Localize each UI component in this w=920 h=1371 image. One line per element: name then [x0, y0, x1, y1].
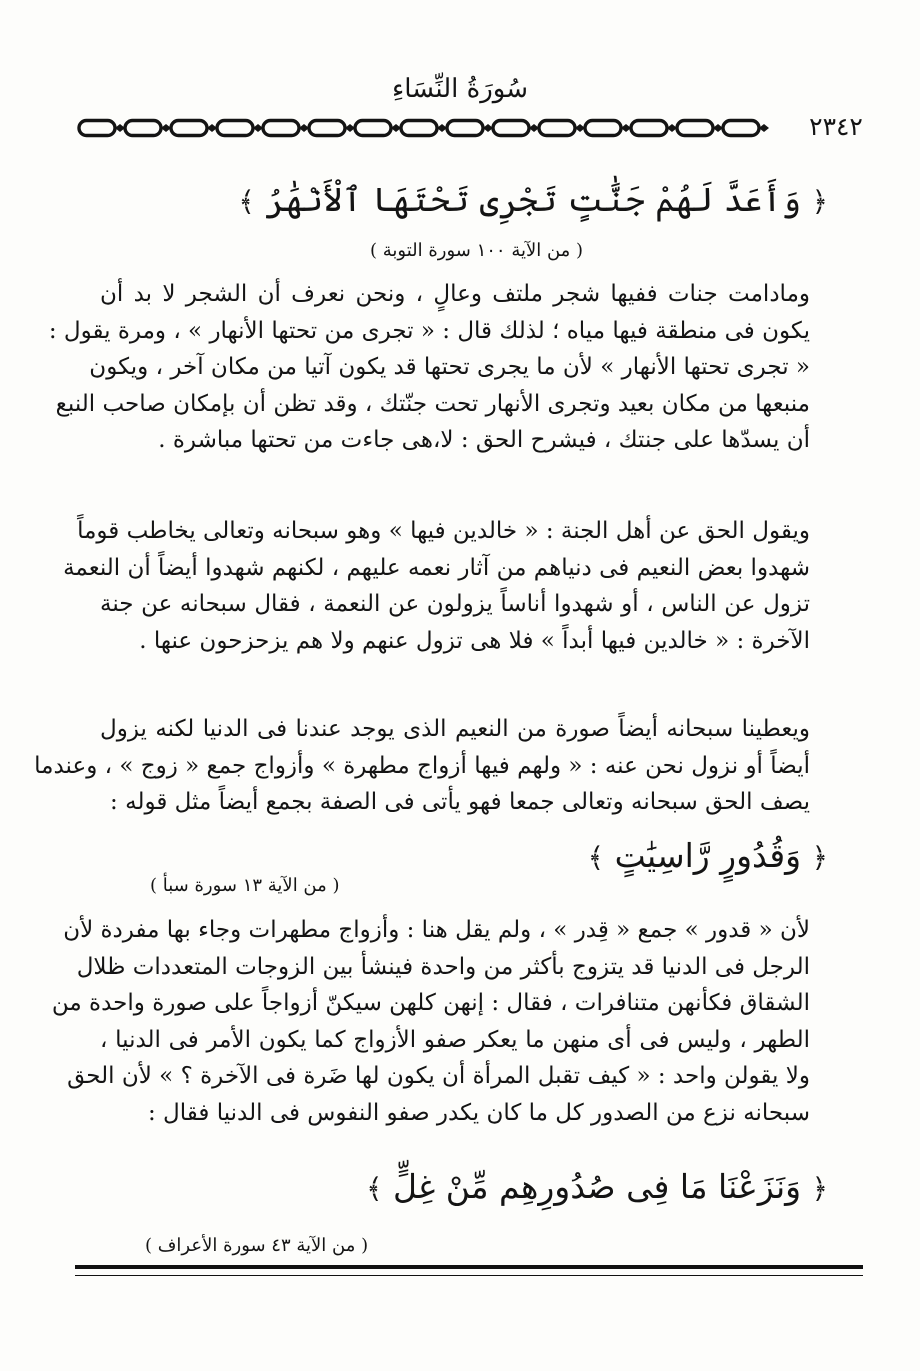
chain-link	[447, 121, 483, 136]
paragraph-1	[48, 276, 810, 459]
paragraph-2	[63, 513, 810, 659]
text-line: « تجرى تحتها الأنهار » لأن ما يجرى تحتها قد يكون آتيا من مكان آخر ، ويكون	[89, 354, 810, 381]
chain-link	[539, 121, 575, 136]
text-line: يصف الحق سبحانه وتعالى جمعا فهو يأتى فى الصفة بجمع أيضاً مثل قوله :	[110, 789, 810, 816]
chain-link	[217, 121, 253, 136]
chain-link	[171, 121, 207, 136]
header-ornament-row	[75, 112, 863, 143]
paragraph-4	[51, 912, 810, 1132]
verse-close-bracket: ﴾	[587, 841, 605, 874]
verse-open-bracket: ﴿	[811, 841, 828, 874]
chain-link	[677, 121, 713, 136]
chain-link	[401, 121, 437, 136]
text-line: يكون فى منطقة فيها مياه ؛ لذلك قال : « تجرى من تحتها الأنهار » ، ومرة يقول :	[48, 317, 810, 344]
verse-open-bracket: ﴿	[811, 1172, 828, 1205]
paragraph-3	[34, 711, 810, 821]
page-number: ٢٣٤٢	[791, 113, 881, 141]
bottom-rule-thin	[75, 1275, 863, 1276]
verse-text: وَنَزَعْنَا مَا فِى صُدُورِهِم مِّنْ غِلٍّ	[392, 1167, 802, 1206]
text-line: ومادامت جنات ففيها شجر ملتف وعالٍ ، ونحن نعرف أن الشجر لا بد أن	[100, 281, 810, 307]
text-line: لأن « قدور » جمع « قِدر » ، ولم يقل هنا : وأزواج مطهرات وجاء بها مفردة لأن	[63, 917, 810, 943]
surah-title: سُورَةُ النِّسَاءِ	[392, 74, 528, 104]
quran-verse-2	[588, 832, 828, 882]
chain-link	[79, 121, 115, 136]
text-line: الطهر ، وليس فى أى منهن ما يعكر صفو الأزواج كما يكون الأمر فى الدنيا ،	[100, 1026, 810, 1053]
text-line: ولا يقولن واحد : « كيف تقبل المرأة أن يكون لها ضَرة فى الآخرة ؟ » لأن الحق	[67, 1063, 810, 1090]
bottom-rule-thick	[75, 1265, 863, 1269]
text-line: أيضاً أو نزول نحن عنه : « ولهم فيها أزواج مطهرة » وأزواج جمع « زوج » ، وعندما	[34, 752, 810, 779]
chain-link	[631, 121, 667, 136]
text-line: أن يسدّها على جنتك ، فيشرح الحق : لا،هى جاءت من تحتها مباشرة .	[158, 427, 810, 454]
text-line: سبحانه نزع من الصدور كل ما كان يكدر صفو النفوس فى الدنيا فقال :	[147, 1099, 810, 1126]
verse-reference-2: ( من الآية ١٣ سورة سبأ )	[150, 875, 340, 896]
chain-ornament	[75, 113, 860, 143]
verse-close-bracket: ﴾	[366, 1172, 383, 1205]
text-line: ويقول الحق عن أهل الجنة : « خالدين فيها » وهو سبحانه وتعالى يخاطب قوماً	[77, 518, 810, 544]
text-line: ويعطينا سبحانه أيضاً صورة من النعيم الذى يوجد عندنا فى الدنيا لكنه يزول	[100, 716, 810, 742]
text-line: الآخرة : « خالدين فيها أبداً » فلا هى تزول عنهم ولا هم يزحزحون عنها .	[139, 627, 810, 654]
chain-link	[585, 121, 621, 136]
chain-link	[125, 121, 161, 136]
text-line: شهدوا بعض النعيم فى دنياهم من آثار نعمه عليهم ، لكنهم شهدوا أيضاً أن النعمة	[63, 554, 810, 581]
quran-verse-1	[238, 176, 828, 226]
verse-text: وَأَعَدَّ لَهُمْ جَنَّٰتٍ تَجْرِى تَحْتَهَا ٱلْأَنْهَٰرُ	[265, 180, 802, 219]
verse-text: وَقُدُورٍ رَّاسِيَٰتٍ	[614, 836, 802, 875]
text-line: تزول عن الناس ، أو شهدوا أناساً يزولون عن النعمة ، فقال سبحانه عن جنة	[100, 591, 810, 618]
text-line: منبعها من مكان بعيد وتجرى الأنهار تحت جنّتك ، وقد تظن أن بإمكان صاحب النبع	[55, 390, 810, 417]
chain-link	[723, 121, 759, 136]
text-line: الرجل فى الدنيا قد يتزوج بأكثر من واحدة فينشأ بين الزوجات المتعددات ظلال	[76, 953, 810, 980]
text-line: الشقاق فكأنهن متنافرات ، فقال : إنهن كلهن سيكنّ أزواجاً على صورة واحدة من	[51, 990, 810, 1017]
chain-link	[355, 121, 391, 136]
quran-verse-3	[366, 1163, 828, 1213]
chain-link	[493, 121, 529, 136]
chain-diamond	[759, 124, 769, 132]
verse-reference-3: ( من الآية ٤٣ سورة الأعراف )	[145, 1235, 369, 1256]
verse-reference-1: ( من الآية ١٠٠ سورة التوبة )	[370, 240, 584, 261]
verse-open-bracket: ﴿	[811, 185, 828, 218]
verse-close-bracket: ﴾	[238, 185, 255, 218]
chain-link	[309, 121, 345, 136]
chain-link	[263, 121, 299, 136]
